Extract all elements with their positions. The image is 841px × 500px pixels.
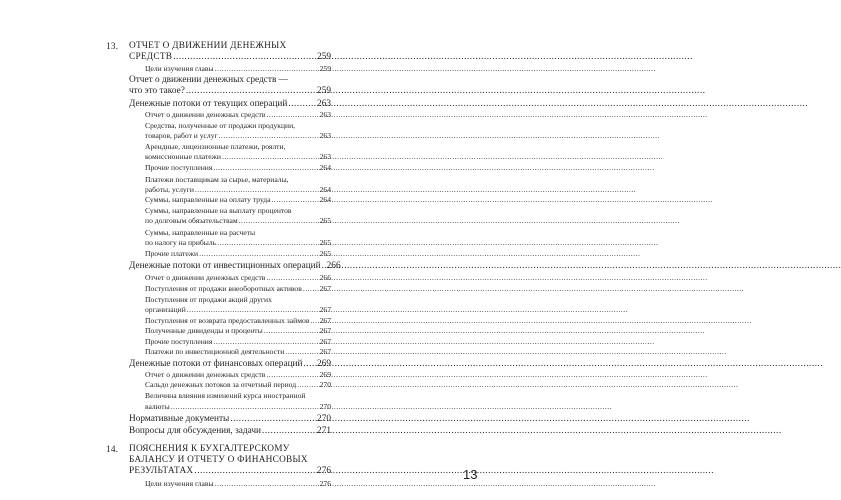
toc-entry (145, 480, 331, 488)
toc-entry-page: 259 (319, 64, 331, 73)
toc-entry-title: Денежные потоки от финансовых операций (129, 359, 303, 369)
toc-entry-page: 267 (319, 337, 331, 346)
toc-entry-line1: Суммы, направленные на выплату процентов (145, 206, 292, 215)
toc-entry (129, 100, 331, 109)
toc-entry-title: Цели изучения главы (145, 64, 214, 73)
toc-entry-title: Нормативные документы (129, 414, 230, 424)
toc-entry-title: Поступления от продажи внеоборотных активов (145, 284, 302, 293)
dot-leader (230, 415, 316, 424)
toc-entry-title: Платежи по инвестиционной деятельности (145, 347, 285, 356)
chapter-14-title-line3: РЕЗУЛЬТАТАХ (129, 466, 194, 476)
dot-leader (217, 239, 318, 247)
toc-entry (145, 217, 331, 225)
dot-leader (219, 132, 319, 140)
dot-leader (213, 338, 318, 346)
dot-leader (266, 371, 318, 379)
toc-entry-line1: Средства, полученные от продажи продукции, (145, 121, 296, 130)
dot-leader (173, 53, 316, 62)
toc-entry (145, 371, 331, 379)
toc-entry (145, 274, 331, 282)
toc-entry-title: Отчет о движении денежных средств (145, 110, 266, 119)
toc-entry-line1: Величина влияния изменений курса иностранной (145, 391, 306, 400)
toc-entry (145, 348, 331, 356)
toc-entry (129, 427, 331, 436)
dot-leader (266, 111, 318, 119)
toc-entry-page: 269 (319, 370, 331, 379)
toc-entry (129, 261, 341, 271)
toc-entry-title: Поступления от возврата предоставленных займов (145, 316, 310, 325)
chapter-14-page: 276 (317, 466, 331, 476)
toc-entry-title: Отчет о движении денежных средств (145, 273, 266, 282)
toc-entry-page: 276 (319, 479, 331, 488)
toc-entry-title: Прочие поступления (145, 163, 213, 172)
toc-entry-line1: Арендные, лицензионные платежи, роялти, (145, 142, 286, 151)
toc-entry-page: 263 (319, 131, 331, 140)
toc-entry-page: 265 (319, 216, 331, 225)
dot-leader (304, 360, 317, 369)
toc-entry-page: 270 (319, 402, 331, 411)
chapter-13-number: 13. (106, 42, 119, 52)
toc-entry-title: организаций (145, 305, 186, 314)
toc-entry-line1: Платежи поставщикам за сырье, материалы, (145, 175, 289, 184)
toc-entry-line1: Отчет о движении денежных средств — (129, 75, 288, 85)
toc-entry-page: 259 (317, 86, 331, 96)
toc-entry-title: комиссионные платежи (145, 152, 221, 161)
toc-entry-page: 267 (319, 326, 331, 335)
toc-entry-line1: Поступления от продажи акций других (145, 295, 272, 304)
chapter-13-title-line2-row (129, 53, 331, 62)
toc-entry-title: товаров, работ и услуг (145, 131, 218, 140)
toc-entry-page: 267 (319, 347, 331, 356)
toc-entry-page: 264 (319, 163, 331, 172)
toc-entry-title: Денежные потоки от инвестиционных операций (129, 261, 321, 271)
dot-leader (194, 467, 316, 476)
dot-leader (272, 196, 319, 204)
toc-entry-page: 263 (317, 99, 331, 109)
dot-leader (266, 274, 318, 282)
dot-leader (215, 480, 319, 488)
toc-entry-page: 265 (319, 238, 331, 247)
toc-entry (145, 403, 331, 411)
toc-entry (145, 196, 331, 204)
toc-entry-page: 267 (319, 284, 331, 293)
toc-entry (145, 285, 331, 293)
chapter-13-page: 259 (317, 52, 331, 62)
toc-entry (145, 111, 331, 119)
toc-entry (145, 381, 331, 389)
toc-entry-title: Отчет о движении денежных средств (145, 370, 266, 379)
toc-entry-page: 266 (326, 261, 341, 271)
toc-entry (145, 132, 331, 140)
chapter-14-number: 14. (106, 445, 119, 455)
dot-leader (285, 348, 318, 356)
toc-entry-page: 263 (319, 110, 331, 119)
toc-entry (145, 239, 331, 247)
toc-entry-page: 269 (317, 359, 331, 369)
toc-entry (145, 164, 331, 172)
toc-entry-title: работы, услуги (145, 185, 194, 194)
toc-entry-page: 270 (317, 414, 331, 424)
dot-leader (213, 164, 318, 172)
toc-entry (129, 87, 331, 96)
toc-entry (145, 317, 331, 325)
toc-entry-page: 266 (319, 273, 331, 282)
dot-leader (297, 381, 319, 389)
toc-entry-title: Прочие платежи (145, 249, 199, 258)
toc-entry-title: Прочие поступления (145, 337, 213, 346)
toc-entry-title: валюты (145, 402, 170, 411)
toc-entry-page: 271 (317, 426, 331, 436)
dot-leader (288, 100, 316, 109)
toc-entry-page: 265 (319, 249, 331, 258)
toc-entry (145, 65, 331, 73)
dot-leader (195, 186, 319, 194)
toc-entry-line1: Суммы, направленные на расчеты (145, 228, 256, 237)
toc-entry-page: 264 (319, 195, 331, 204)
dot-leader (187, 306, 319, 314)
toc-entry (145, 327, 331, 335)
dot-leader (222, 153, 319, 161)
chapter-13-title-line2: СРЕДСТВ (129, 52, 173, 62)
toc-entry-title: по долговым обязательствам (145, 216, 238, 225)
dot-leader (310, 317, 318, 325)
toc-entry-title: Полученные дивиденды и проценты (145, 326, 263, 335)
toc-entry-page: 267 (319, 316, 331, 325)
chapter-14-title-line3-row (129, 467, 331, 476)
dot-leader (264, 327, 319, 335)
dot-leader (322, 262, 326, 271)
toc-entry-page: 263 (319, 152, 331, 161)
dot-leader (199, 250, 319, 258)
toc-entry-title: Сальдо денежных потоков за отчетный период (145, 380, 297, 389)
chapter-14-title-line2: БАЛАНСУ И ОТЧЕТУ О ФИНАНСОВЫХ (129, 455, 308, 465)
toc-entry (145, 338, 331, 346)
chapter-13-title-line1: ОТЧЕТ О ДВИЖЕНИИ ДЕНЕЖНЫХ (129, 41, 287, 51)
toc-entry-page: 264 (319, 185, 331, 194)
toc-entry-title: что это такое? (129, 86, 185, 96)
toc-entry-title: Цели изучения главы (145, 479, 214, 488)
toc-entry (129, 415, 331, 424)
dot-leader (171, 403, 319, 411)
page-number: 13 (463, 467, 478, 482)
toc-entry (145, 306, 331, 314)
dot-leader (262, 427, 316, 436)
dot-leader (239, 217, 319, 225)
toc-entry-title: по налогу на прибыль (145, 238, 217, 247)
toc-entry-title: Денежные потоки от текущих операций (129, 99, 288, 109)
toc-entry-title: Вопросы для обсуждения, задачи (129, 426, 262, 436)
toc-entry (145, 153, 331, 161)
toc-entry (145, 186, 331, 194)
toc-entry (129, 360, 331, 369)
dot-leader (186, 87, 316, 96)
dot-leader (215, 65, 319, 73)
toc-entry-page: 267 (319, 305, 331, 314)
toc-entry (145, 250, 331, 258)
chapter-14-title-line1: ПОЯСНЕНИЯ К БУХГАЛТЕРСКОМУ (129, 444, 290, 454)
toc-entry-title: Суммы, направленные на оплату труда (145, 195, 271, 204)
dot-leader (303, 285, 319, 293)
toc-entry-page: 270 (319, 380, 331, 389)
